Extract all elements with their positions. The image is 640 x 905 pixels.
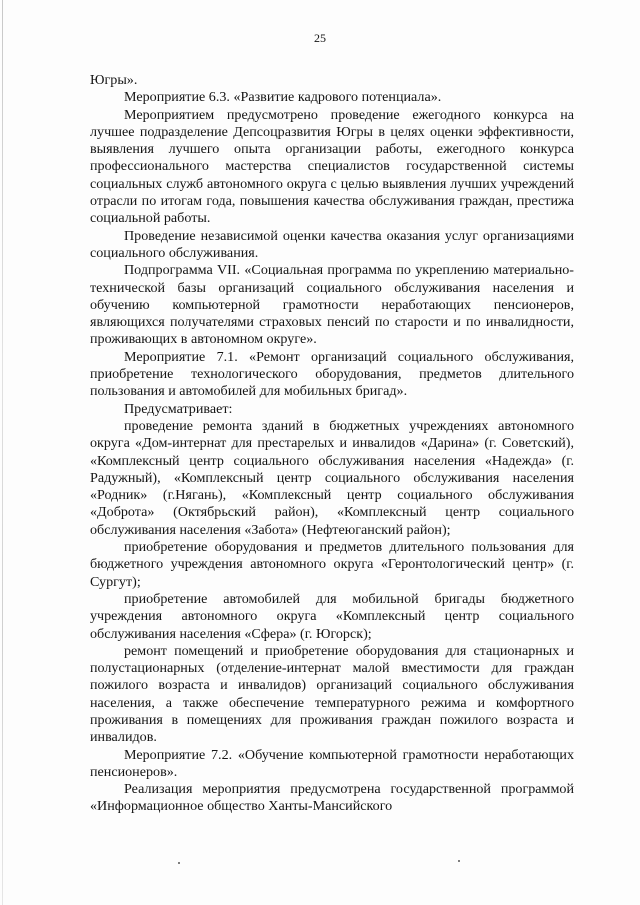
paragraph-measure-7-1-title: Мероприятие 7.1. «Ремонт организаций социального обслуживания, приобретение технологического оборудования, предметов длительного пользования и автомобилей для мобильных бригад».: [90, 348, 574, 400]
paragraph-provides: Предусматривает:: [124, 400, 233, 417]
paragraph-equipment-purchase: приобретение оборудования и предметов длительного пользования для бюджетного учреждения автономного округа «Геронтологический центр» (г. Сургут);: [90, 539, 574, 590]
paragraph-premises-repair: ремонт помещений и приобретение оборудования для стационарных и полустационарных (отделение-интернат малой вместимости для граждан пожилого возраста и инвалидов) организаций социального обслуживания населения, а также обеспечение температурного режима и комфортного проживания в помещениях для проживания граждан пожилого возраста и инвалидов.: [90, 642, 574, 746]
page-number: 25: [314, 31, 326, 45]
paragraph-continuation: Югры».: [90, 72, 138, 88]
paragraph-measure-6-3-title: Мероприятие 6.3. «Развитие кадрового потенциала».: [124, 89, 442, 106]
scan-speck: [178, 862, 180, 864]
paragraph-building-repairs: проведение ремонта зданий в бюджетных учреждениях автономного округа «Дом-интернат для престарелых и инвалидов «Дарина» (г. Советский), «Комплексный центр социального обслуживания населения «Надежда» (г. Радужный), «Комплексный центр социального обслуживания населения «Родник» (г.Нягань), «Комплексный центр социального обслуживания «Доброта» (Октябрьский район), «Комплексный центр социального обслуживания населения «Забота» (Нефтеюганский район);: [90, 417, 574, 538]
paragraph-independent-assessment: Проведение независимой оценки качества оказания услуг организациями социального обслуживания.: [90, 227, 574, 261]
paragraph-subprogram-7: Подпрограмма VII. «Социальная программа по укреплению материально-технической базы организаций социального обслуживания населения и обучению компьютерной грамотности неработающих пенсионеров, являющихся получателями страховых пенсий по старости и по инвалидности, проживающих в автономном округе».: [90, 262, 574, 348]
scan-speck: [458, 860, 460, 862]
scan-margin-line: [2, 0, 3, 905]
document-body: [90, 72, 574, 816]
paragraph-vehicle-purchase: приобретение автомобилей для мобильной бригады бюджетного учреждения автономного округа «Комплексный центр социального обслуживания населения «Сфера» (г. Югорск);: [90, 590, 574, 642]
paragraph-measure-7-2-title: Мероприятие 7.2. «Обучение компьютерной грамотности неработающих пенсионеров».: [90, 746, 574, 780]
paragraph-implementation: Реализация мероприятия предусмотрена государственной программой «Информационное общество Ханты-Мансийского: [90, 781, 574, 815]
paragraph-measure-6-3-description: Мероприятием предусмотрено проведение ежегодного конкурса на лучшее подразделение Депсоцразвития Югры в целях оценки эффективности, выявления лучшего опыта организации работы, ежегодного конкурса профессионального мастерства специалистов государственной системы социальных служб автономного округа с целью выявления лучших учреждений отрасли по итогам года, повышения качества обслуживания граждан, престижа социальной работы.: [90, 106, 574, 227]
